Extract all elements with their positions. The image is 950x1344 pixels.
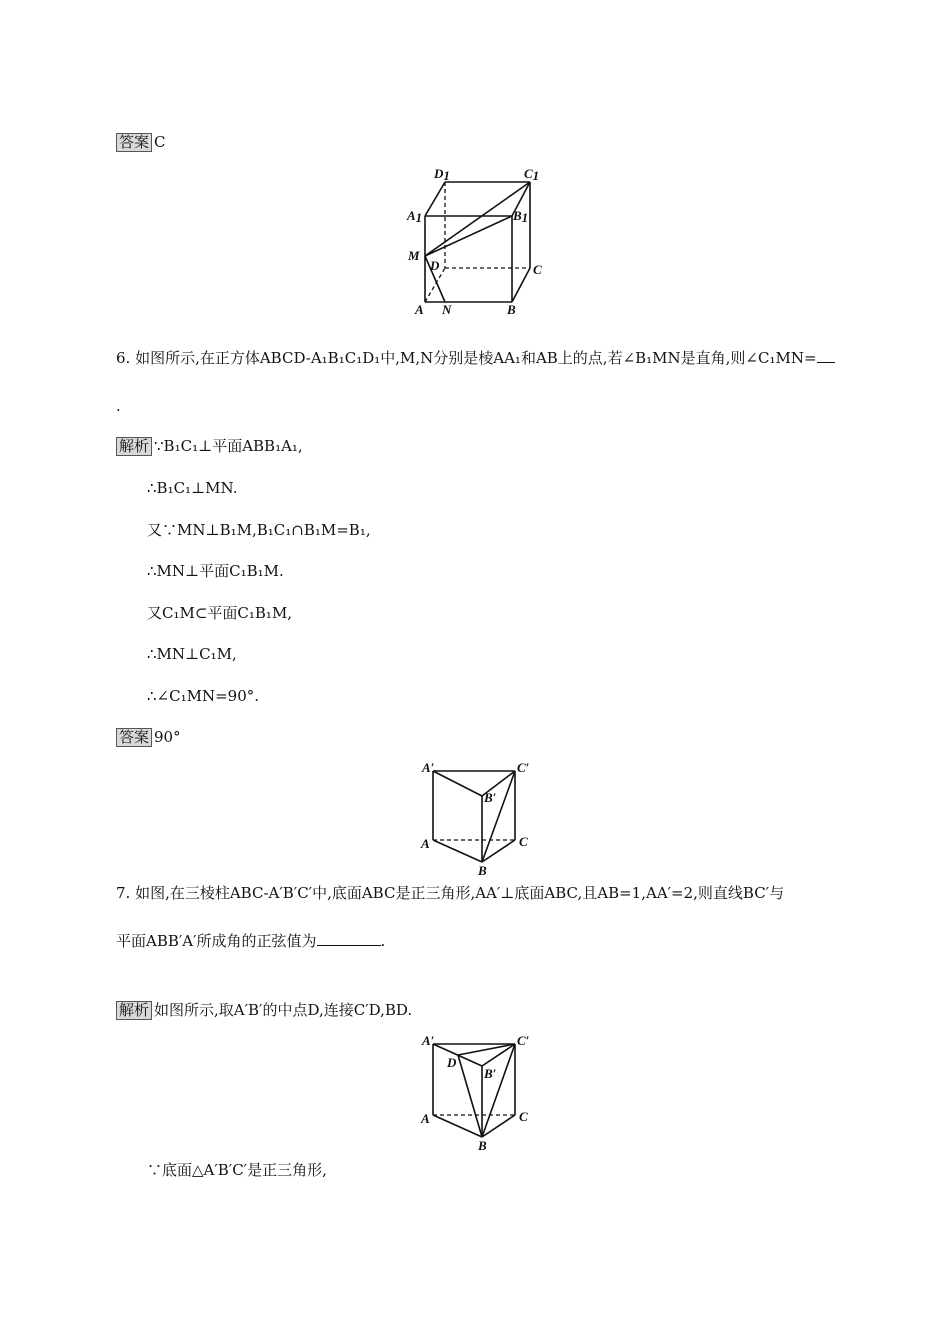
cube-figure — [405, 168, 555, 318]
edge-A1-B1 — [433, 771, 482, 796]
segment-B-D — [458, 1055, 482, 1137]
q6-step-5: 又C₁M⊂平面C₁B₁M, — [147, 604, 293, 622]
q6-analysis-line — [116, 436, 303, 456]
q7-question-text: 平面ABB′A′所成角的正弦值为 — [116, 932, 317, 950]
answer-tag: 答案 — [116, 133, 152, 152]
edge-B-C — [482, 1115, 515, 1137]
label-N: N — [442, 302, 452, 317]
label-D: D — [447, 1055, 457, 1070]
label-B1: B1 — [513, 208, 529, 225]
q6-step-2: ∴B₁C₁⊥MN. — [147, 479, 238, 497]
label-B1: B′ — [484, 790, 497, 805]
q7-step-1: ∵底面△A′B′C′是正三角形, — [147, 1161, 327, 1179]
answer-tag: 答案 — [116, 728, 152, 747]
label-A: A — [421, 1111, 430, 1126]
label-M: M — [408, 248, 420, 263]
q5-answer-line — [116, 132, 166, 152]
label-C: C — [519, 834, 528, 849]
answer-blank — [817, 348, 835, 363]
q7-period: . — [380, 932, 386, 950]
label-B: B — [507, 302, 516, 317]
q7-analysis-intro: 如图所示,取A′B′的中点D,连接C′D,BD. — [154, 1001, 413, 1019]
q6-step-7: ∴∠C₁MN=90°. — [147, 687, 260, 705]
answer-value: C — [154, 133, 166, 151]
q7-analysis-line — [116, 1000, 412, 1020]
edge-A-B — [433, 840, 482, 862]
segment-B-C1 — [482, 771, 515, 862]
q6-step-1: ∵B₁C₁⊥平面ABB₁A₁, — [154, 437, 303, 455]
q6-answer-line — [116, 727, 181, 747]
label-C1: C′ — [517, 1033, 530, 1048]
segment-B-C1 — [482, 1044, 515, 1137]
label-B: B — [478, 1138, 487, 1153]
label-A1: A′ — [422, 760, 435, 775]
q6-step-4: ∴MN⊥平面C₁B₁M. — [147, 562, 284, 580]
label-A1: A1 — [407, 208, 423, 225]
edge-A-B — [433, 1115, 482, 1137]
q6-question — [116, 348, 835, 368]
q7-question-line-1: 7. 如图,在三棱柱ABC-A′B′C′中,底面ABC是正三角形,AA′⊥底面ABC,且AB=1,AA′=2,则直线BC′与 — [116, 884, 785, 902]
edge-B-C — [482, 840, 515, 862]
answer-value: 90° — [154, 728, 181, 746]
analysis-tag: 解析 — [116, 1001, 152, 1020]
edge-B-C — [512, 268, 530, 302]
segment-M-B1 — [425, 216, 512, 256]
q6-step-6: ∴MN⊥C₁M, — [147, 645, 237, 663]
edge-A1-B1 — [433, 1044, 482, 1066]
label-C: C — [519, 1109, 528, 1124]
label-D1: D1 — [434, 166, 450, 183]
q6-question-end — [116, 396, 121, 416]
answer-blank — [317, 931, 381, 946]
label-D: D — [430, 258, 440, 273]
label-A: A — [421, 836, 430, 851]
q6-step-3: 又∵MN⊥B₁M,B₁C₁∩B₁M=B₁, — [147, 521, 371, 539]
analysis-tag: 解析 — [116, 437, 152, 456]
label-C1: C′ — [517, 760, 530, 775]
label-B1: B′ — [484, 1066, 497, 1081]
edge-A1-D1 — [425, 182, 445, 216]
q6-question-text: 6. 如图所示,在正方体ABCD-A₁B₁C₁D₁中,M,N分别是棱AA₁和AB上的点,若∠B₁MN是直角,则∠C₁MN= — [116, 349, 817, 367]
q6-period: . — [116, 397, 121, 415]
label-B: B — [478, 863, 487, 878]
label-C1: C1 — [524, 166, 540, 183]
label-A: A — [415, 302, 424, 317]
label-A1: A′ — [422, 1033, 435, 1048]
prism-figure — [418, 758, 548, 878]
q7-question-line-2 — [116, 931, 385, 951]
label-C: C — [533, 262, 542, 277]
prism-figure-with-midpoint — [418, 1033, 548, 1153]
